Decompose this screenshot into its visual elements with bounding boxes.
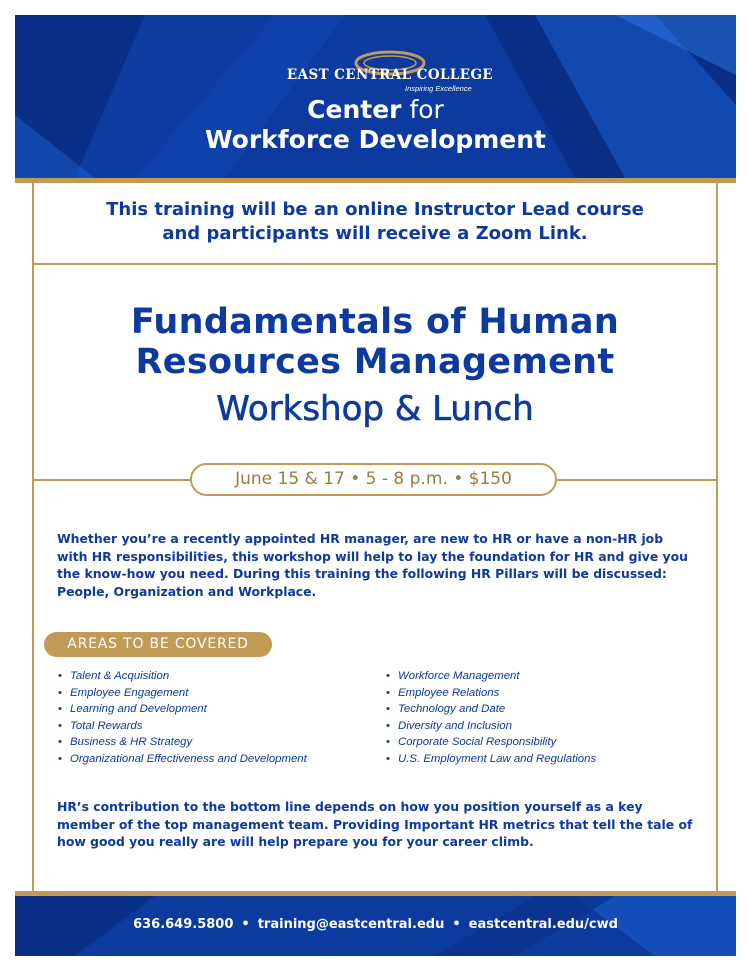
list-item: • Learning and Development xyxy=(58,701,378,718)
online-notice-line1: This training will be an online Instructor Lead course xyxy=(106,199,644,220)
event-title-line2: Resources Management xyxy=(135,342,615,382)
frame-left-rule xyxy=(32,183,34,891)
header-banner xyxy=(15,15,736,178)
frame-right-rule xyxy=(716,183,718,891)
list-item: • U.S. Employment Law and Regulations xyxy=(386,751,706,768)
list-item: • Employee Engagement xyxy=(58,685,378,702)
footer-banner xyxy=(15,896,736,956)
college-name: EAST CENTRAL COLLEGE xyxy=(286,67,494,83)
date-rule-left xyxy=(34,479,192,481)
center-heading xyxy=(15,95,736,124)
areas-list-right xyxy=(386,668,706,768)
intro-paragraph: Whether you’re a recently appointed HR manager, are new to HR or have a non-HR job with HR responsibilities, this workshop will help to lay the foundation for HR and give you the know-how you need. During this training the following HR Pillars will be discussed: People, Organization and Workplace. xyxy=(57,531,688,599)
college-tagline: Inspiring Excellence xyxy=(405,84,472,93)
separator-dot: • xyxy=(452,917,461,932)
separator-dot: • xyxy=(241,917,250,932)
center-word: Center xyxy=(307,95,402,124)
list-item: • Corporate Social Responsibility xyxy=(386,734,706,751)
for-word: for xyxy=(409,95,444,124)
website-link[interactable]: eastcentral.edu/cwd xyxy=(468,917,618,932)
college-logo xyxy=(280,47,500,99)
event-details-pill: June 15 & 17 • 5 - 8 p.m. • $150 xyxy=(190,463,557,496)
phone-number[interactable]: 636.649.5800 xyxy=(133,917,234,932)
list-item: • Total Rewards xyxy=(58,718,378,735)
contact-line xyxy=(15,917,736,932)
list-item: • Diversity and Inclusion xyxy=(386,718,706,735)
email-link[interactable]: training@eastcentral.edu xyxy=(257,917,445,932)
areas-list-left xyxy=(58,668,378,768)
header-gold-rule xyxy=(15,178,736,183)
department-heading: Workforce Development xyxy=(204,125,547,154)
date-rule-right xyxy=(557,479,716,481)
list-item: • Organizational Effectiveness and Development xyxy=(58,751,378,768)
online-notice xyxy=(34,198,716,246)
list-item: • Business & HR Strategy xyxy=(58,734,378,751)
list-item: • Technology and Date xyxy=(386,701,706,718)
closing-paragraph: HR’s contribution to the bottom line depends on how you position yourself as a key member of the top management team. Providing Important HR metrics that tell the tale of how good you really are will help prepare you for your career climb. xyxy=(57,799,693,849)
list-item: • Employee Relations xyxy=(386,685,706,702)
list-item: • Workforce Management xyxy=(386,668,706,685)
notice-divider xyxy=(34,263,716,265)
areas-heading-badge: AREAS TO BE COVERED xyxy=(44,632,272,657)
event-title-line1: Fundamentals of Human xyxy=(130,302,620,342)
event-title xyxy=(34,302,716,382)
list-item: • Talent & Acquisition xyxy=(58,668,378,685)
event-subtitle: Workshop & Lunch xyxy=(216,389,534,429)
online-notice-line2: and participants will receive a Zoom Link. xyxy=(162,223,588,244)
